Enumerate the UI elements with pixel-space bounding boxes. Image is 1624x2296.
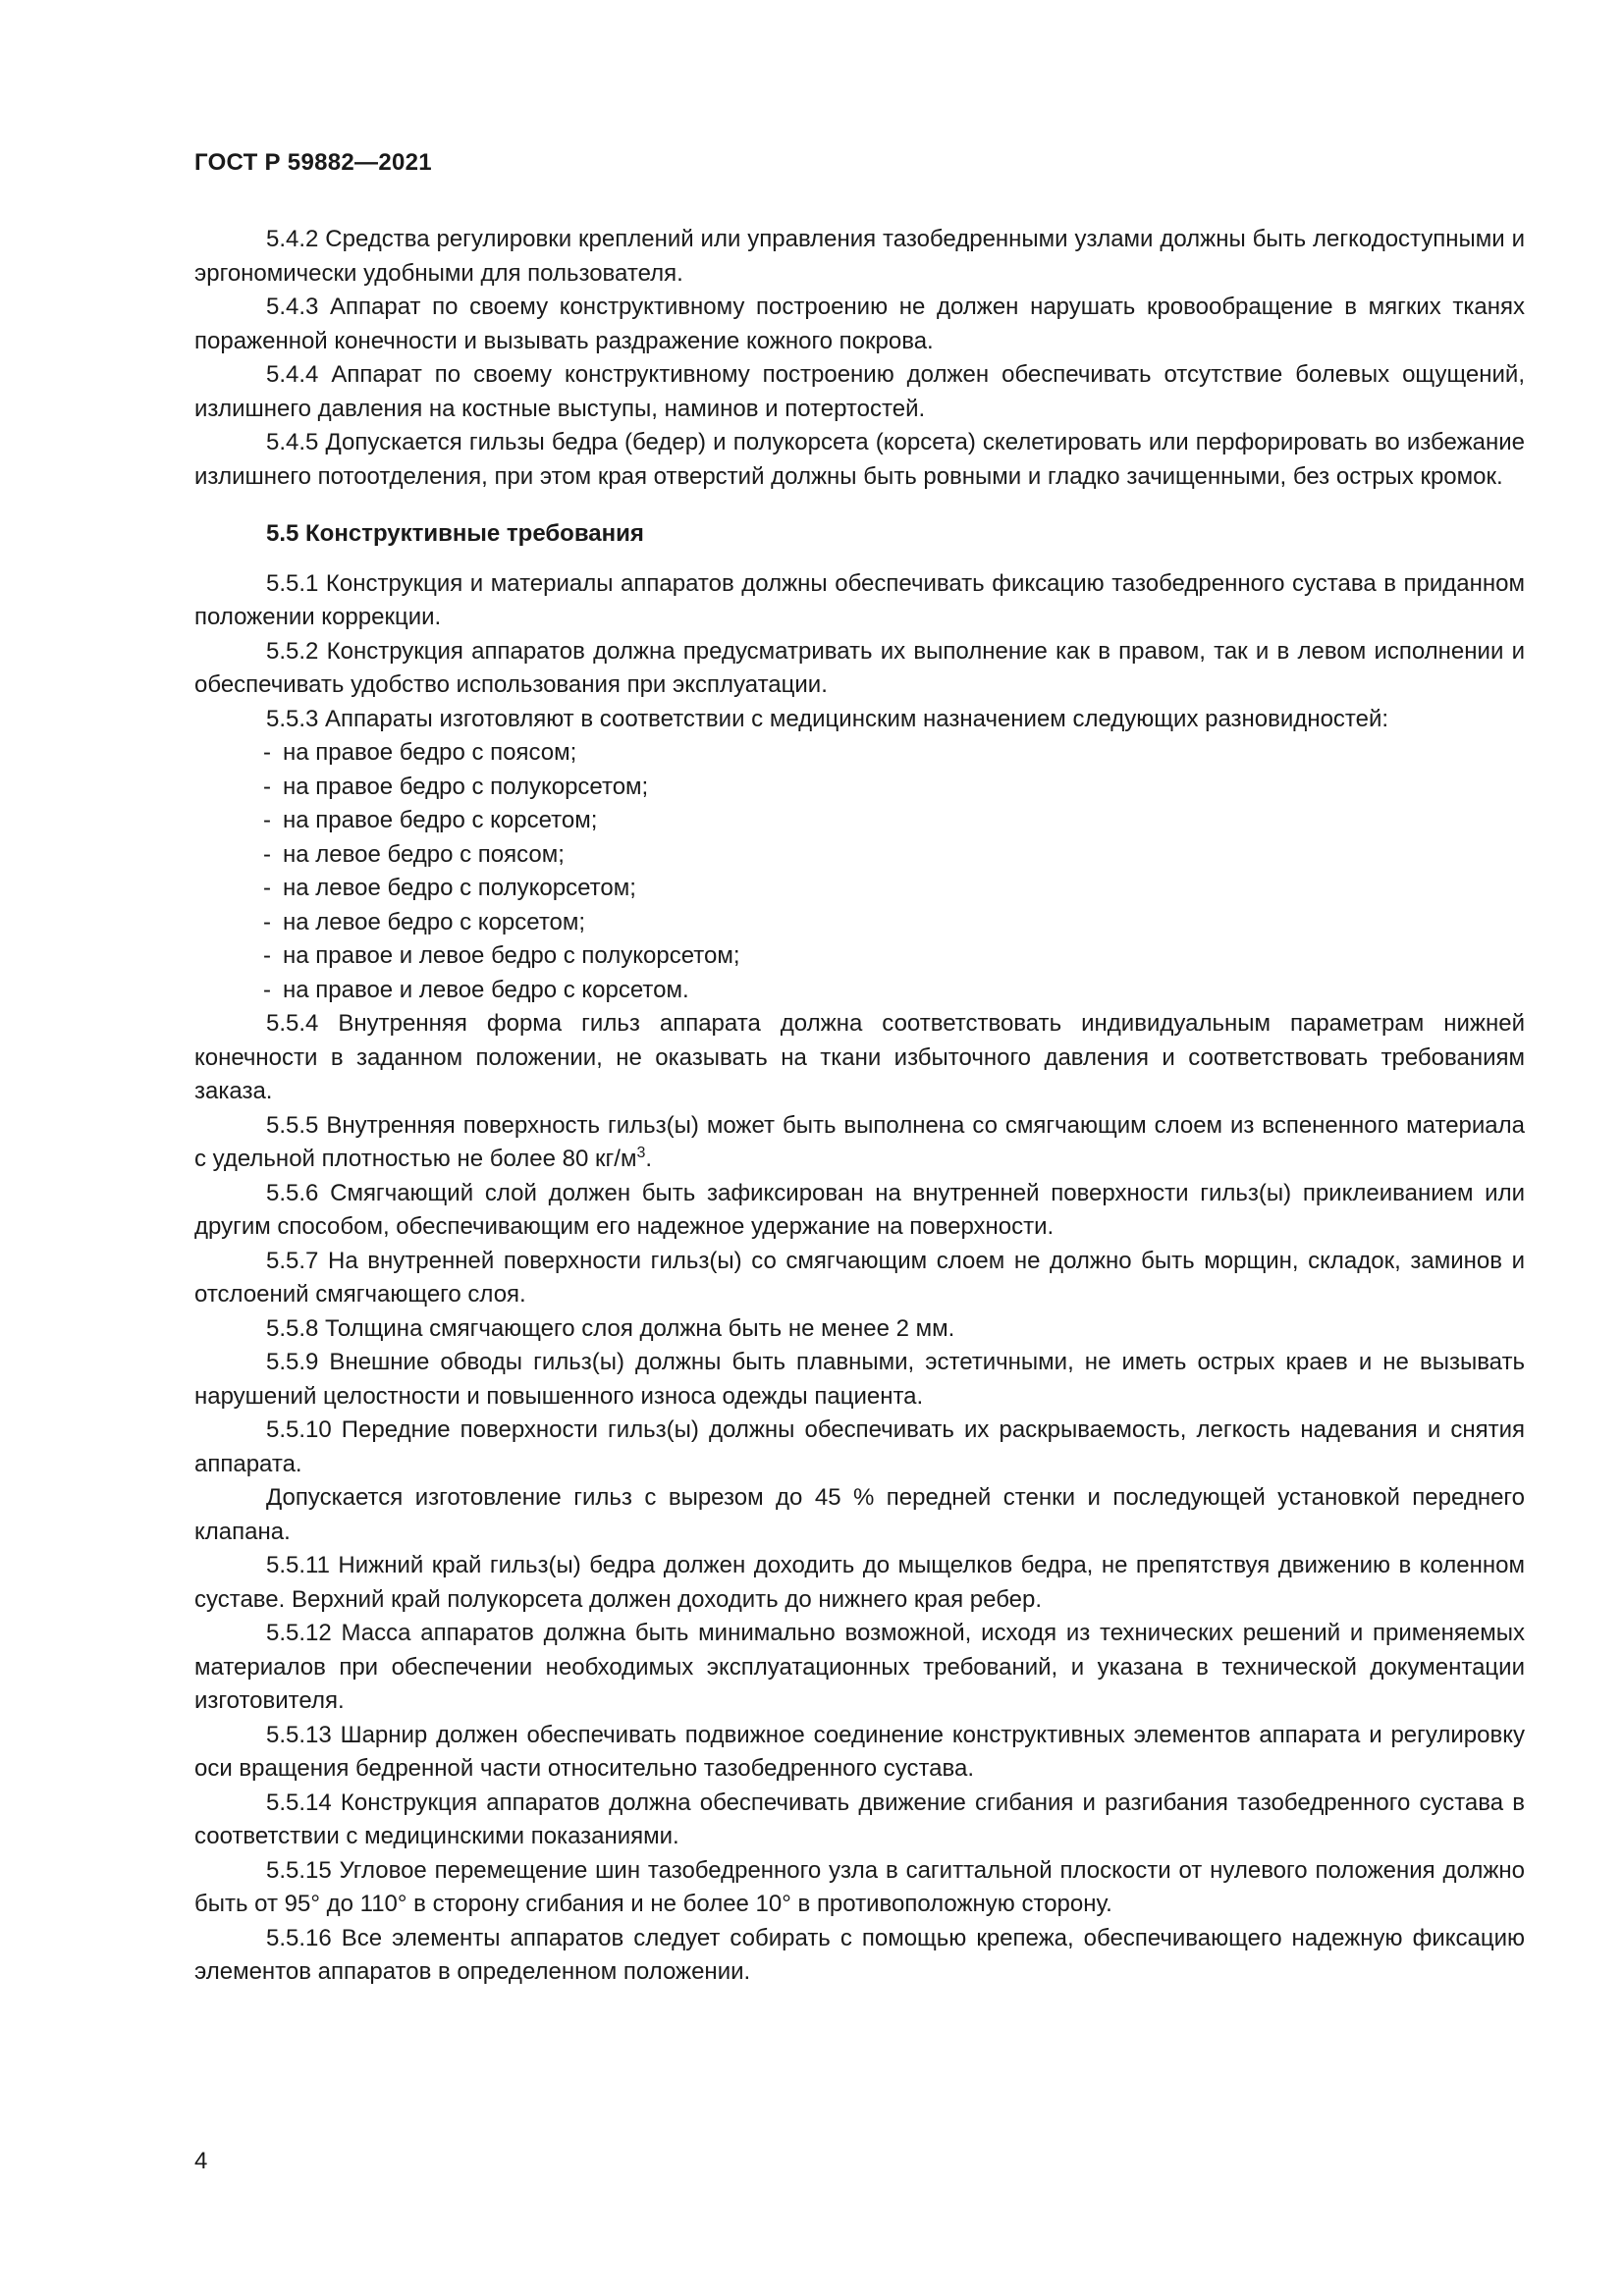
list-item-text: на правое бедро с полукорсетом;: [283, 773, 649, 800]
clause-5-5-6: 5.5.6 Смягчающий слой должен быть зафиксирован на внутренней поверхности гильз(ы) приклеиванием или другим способом, обеспечивающим его надежное удержание на поверхности.: [194, 1179, 1525, 1240]
clause-5-5-5-end: .: [645, 1146, 653, 1172]
list-dash: -: [263, 875, 271, 901]
list-item: [263, 771, 1525, 805]
clause-5-5-7: 5.5.7 На внутренней поверхности гильз(ы) со смягчающим слоем не должно быть морщин, складок, заминов и отслоений смягчающего слоя.: [194, 1247, 1525, 1308]
list-item-text: на правое и левое бедро с полукорсетом;: [283, 942, 740, 969]
list-dash: -: [263, 942, 271, 969]
page-number: 4: [194, 2148, 208, 2174]
clause-5-5-13: 5.5.13 Шарнир должен обеспечивать подвижное соединение конструктивных элементов аппарата и регулировку оси вращения бедренной части относительно тазобедренного сустава.: [194, 1721, 1525, 1782]
clause-5-5-2: 5.5.2 Конструкция аппаратов должна предусматривать их выполнение как в правом, так и в левом исполнении и обеспечивать удобство использования при эксплуатации.: [194, 637, 1525, 698]
clause-5-5-10-note: Допускается изготовление гильз с вырезом до 45 % передней стенки и последующей установкой переднего клапана.: [194, 1484, 1525, 1545]
clause-5-5-16: 5.5.16 Все элементы аппаратов следует собирать с помощью крепежа, обеспечивающего надежную фиксацию элементов аппаратов в определенном положении.: [194, 1924, 1525, 1985]
list-item-text: на правое и левое бедро с корсетом.: [283, 976, 689, 1003]
list-dash: -: [263, 807, 271, 833]
list-item-text: на правое бедро с поясом;: [283, 739, 577, 766]
superscript-3: 3: [636, 1145, 646, 1161]
clause-5-5-11: 5.5.11 Нижний край гильз(ы) бедра должен доходить до мыщелков бедра, не препятствуя движению в коленном суставе. Верхний край полукорсета должен доходить до нижнего края ребер.: [194, 1552, 1525, 1613]
clause-5-5-5: [194, 1109, 1525, 1177]
list-item: [263, 939, 1525, 974]
clause-5-5-10: 5.5.10 Передние поверхности гильз(ы) должны обеспечивать их раскрываемость, легкость надевания и снятия аппарата.: [194, 1416, 1525, 1477]
list-item-text: на правое бедро с корсетом;: [283, 807, 598, 833]
list-item: [263, 736, 1525, 771]
list-dash: -: [263, 908, 271, 935]
list-item: [263, 838, 1525, 873]
document-header: ГОСТ Р 59882—2021: [194, 149, 432, 176]
list-item: [263, 974, 1525, 1008]
list-item: [263, 906, 1525, 940]
clause-5-5-1: 5.5.1 Конструкция и материалы аппаратов должны обеспечивать фиксацию тазобедренного сустава в приданном положении коррекции.: [194, 569, 1525, 630]
clause-5-5-8: 5.5.8 Толщина смягчающего слоя должна быть не менее 2 мм.: [266, 1314, 955, 1342]
list-dash: -: [263, 976, 271, 1003]
clause-5-5-4: 5.5.4 Внутренняя форма гильз аппарата должна соответствовать индивидуальным параметрам нижней конечности в заданном положении, не оказывать на ткани избыточного давления и соответствовать требованиям заказа.: [194, 1010, 1525, 1104]
list-item-text: на левое бедро с поясом;: [283, 840, 565, 868]
clause-5-5-3: 5.5.3 Аппараты изготовляют в соответствии с медицинским назначением следующих разновидностей:: [266, 705, 1389, 732]
list-item-text: на левое бедро с полукорсетом;: [283, 875, 636, 901]
clause-5-5-12: 5.5.12 Масса аппаратов должна быть минимально возможной, исходя из технических решений и применяемых материалов при обеспечении необходимых эксплуатационных требований, и указана в технической документации изготовителя.: [194, 1620, 1525, 1714]
clause-5-4-2: 5.4.2 Средства регулировки креплений или управления тазобедренными узлами должны быть легкодоступными и эргономически удобными для пользователя.: [194, 226, 1525, 287]
clause-5-5-5-text: 5.5.5 Внутренняя поверхность гильз(ы) может быть выполнена со смягчающим слоем из вспененного материала с удельной плотностью не более 80 кг/м: [194, 1111, 1525, 1172]
section-heading-5-5: 5.5 Конструктивные требования: [266, 520, 644, 547]
clause-5-5-15: 5.5.15 Угловое перемещение шин тазобедренного узла в сагиттальной плоскости от нулевого положения должно быть от 95° до 110° в сторону сгибания и не более 10° в противоположную сторону.: [194, 1856, 1525, 1917]
page-content: [194, 223, 1525, 1990]
list-dash: -: [263, 739, 271, 766]
clause-5-4-3: 5.4.3 Аппарат по своему конструктивному построению не должен нарушать кровообращение в мягких тканях пораженной конечности и вызывать раздражение кожного покрова.: [194, 294, 1525, 354]
clause-5-5-14: 5.5.14 Конструкция аппаратов должна обеспечивать движение сгибания и разгибания тазобедренного сустава в соответствии с медицинскими показаниями.: [194, 1789, 1525, 1849]
list-item-text: на левое бедро с корсетом;: [283, 908, 586, 935]
list-dash: -: [263, 840, 271, 868]
list-item: [263, 804, 1525, 838]
list-item: [263, 872, 1525, 906]
clause-5-5-9: 5.5.9 Внешние обводы гильз(ы) должны быть плавными, эстетичными, не иметь острых краев и не вызывать нарушений целостности и повышенного износа одежды пациента.: [194, 1349, 1525, 1410]
list-dash: -: [263, 773, 271, 800]
clause-5-4-4: 5.4.4 Аппарат по своему конструктивному построению должен обеспечивать отсутствие болевых ощущений, излишнего давления на костные выступы, наминов и потертостей.: [194, 361, 1525, 422]
clause-5-4-5: 5.4.5 Допускается гильзы бедра (бедер) и полукорсета (корсета) скелетировать или перфорировать во избежание излишнего потоотделения, при этом края отверстий должны быть ровными и гладко зачищенными, без острых кромок.: [194, 429, 1525, 490]
